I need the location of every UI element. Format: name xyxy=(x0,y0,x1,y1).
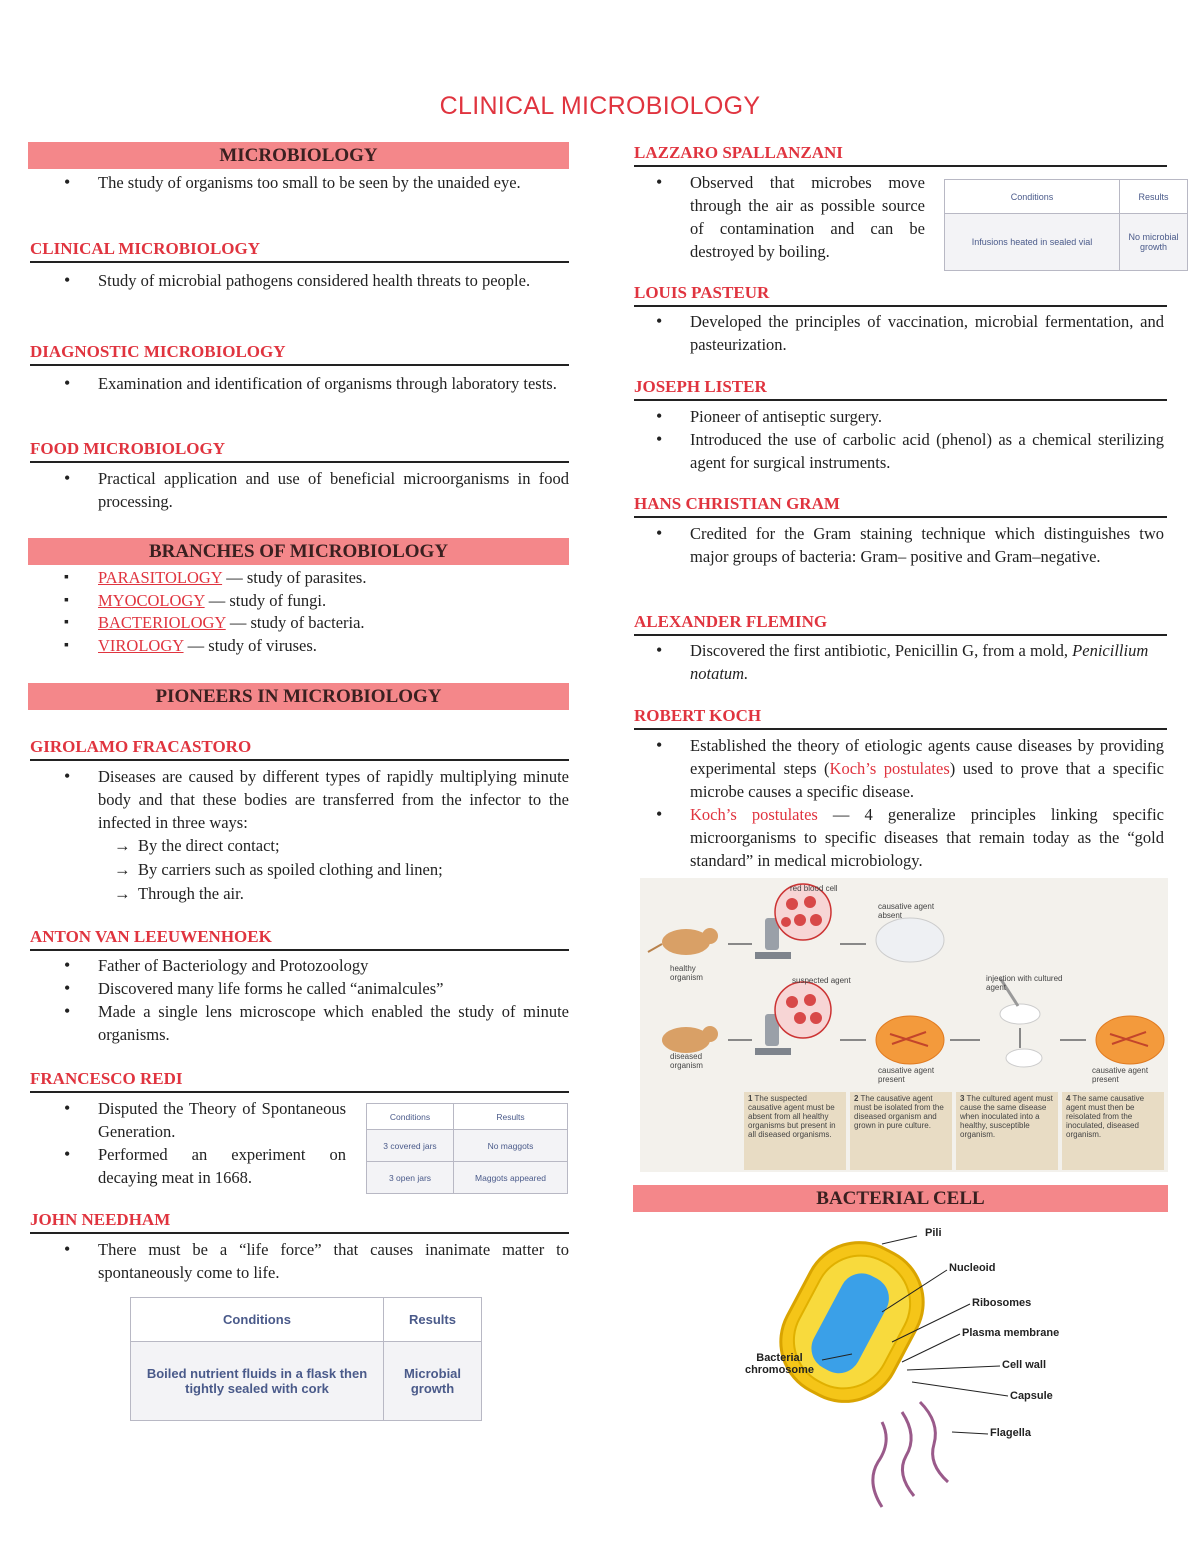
branch-desc: — study of bacteria. xyxy=(225,613,365,632)
step-number: 1 xyxy=(748,1094,753,1103)
list-item: • Diseases are caused by different types of rapidly multiplying minute body and that these bodies are transferred from the infector to the infected in three ways: xyxy=(28,765,569,834)
list-item: • Observed that microbes move through the air as possible source of contamination and can be destroyed by boiling. xyxy=(620,171,925,263)
branches-band: BRANCHES OF MICROBIOLOGY xyxy=(28,538,569,565)
step-text: The suspected causative agent must be absent from all healthy organisms but present in all diseased organisms. xyxy=(748,1094,836,1139)
arrow-item: → By the direct contact; xyxy=(28,834,569,858)
table-header: Results xyxy=(1120,180,1188,214)
table-cell: Boiled nutrient fluids in a flask then tightly sealed with cork xyxy=(131,1342,384,1421)
branch-term: VIROLOGY xyxy=(98,635,184,655)
section-heading-diagnostic: DIAGNOSTIC MICROBIOLOGY xyxy=(30,342,569,366)
leeuwenhoek-list xyxy=(28,954,569,1046)
branch-desc: — study of viruses. xyxy=(183,635,317,655)
branch-term: PARASITOLOGY xyxy=(98,568,223,587)
table-cell: 3 open jars xyxy=(367,1162,454,1194)
list-item: • Disputed the Theory of Spontaneous Generation. xyxy=(28,1097,346,1143)
postulate-step xyxy=(850,1092,952,1170)
flagellum-shape xyxy=(873,1422,886,1507)
redi-list xyxy=(28,1097,346,1189)
lister-list xyxy=(620,405,1164,474)
label-suspected: suspected agent xyxy=(792,976,851,985)
step-number: 4 xyxy=(1066,1094,1071,1103)
label-plasma-membrane: Plasma membrane xyxy=(962,1327,1060,1339)
section-heading-fracastoro: GIROLAMO FRACASTORO xyxy=(30,737,569,761)
koch-postulates-figure xyxy=(640,878,1168,1172)
label-diseased: diseased organism xyxy=(670,1052,703,1070)
koch-text: Established the theory of etiologic agents cause diseases by providing experimental steps ( xyxy=(690,736,1164,778)
label-present-1: causative agent present xyxy=(878,1066,935,1084)
table-cell: Microbial growth xyxy=(384,1342,482,1421)
branches-list xyxy=(28,567,569,657)
list-item: • The study of organisms too small to be seen by the unaided eye. xyxy=(28,171,569,194)
needham-table xyxy=(130,1297,482,1421)
fleming-list xyxy=(620,639,1164,685)
koch-term: Koch’s postulates xyxy=(690,805,818,824)
list-item: • Examination and identification of organisms through laboratory tests. xyxy=(28,372,569,395)
table-header: Results xyxy=(384,1298,482,1342)
list-item xyxy=(28,590,569,613)
label-rbc: red blood cell xyxy=(790,884,838,893)
section-heading-gram: HANS CHRISTIAN GRAM xyxy=(634,494,1167,518)
koch-text: — 4 generalize principles linking specific microorganisms to specific diseases that remain today as the “gold standard” in medical microbiology. xyxy=(690,805,1164,870)
section-heading-needham: JOHN NEEDHAM xyxy=(30,1210,569,1234)
white-mouse-icon xyxy=(1000,1004,1040,1024)
branch-term: MYOCOLOGY xyxy=(98,590,205,610)
clinical-list xyxy=(28,269,569,292)
list-item xyxy=(28,612,569,635)
section-heading-koch: ROBERT KOCH xyxy=(634,706,1167,730)
table-header: Conditions xyxy=(367,1104,454,1130)
fleming-text: Discovered the first antibiotic, Penicillin G, from a mold, xyxy=(690,641,1073,660)
list-item: • Study of microbial pathogens considered health threats to people. xyxy=(28,269,569,292)
section-heading-clinical: CLINICAL MICROBIOLOGY xyxy=(30,239,569,263)
label-pili: Pili xyxy=(925,1227,942,1239)
label-present-2: causative agent present xyxy=(1092,1066,1149,1084)
list-item: • Discovered many life forms he called “animalcules” xyxy=(28,977,569,1000)
list-item: • Made a single lens microscope which enabled the study of minute organisms. xyxy=(28,1000,569,1046)
table-cell: Maggots appeared xyxy=(454,1162,568,1194)
fracastoro-list xyxy=(28,765,569,834)
label-capsule: Capsule xyxy=(1010,1390,1053,1402)
pasteur-list xyxy=(620,310,1164,356)
postulate-step xyxy=(744,1092,846,1170)
label-absent: causative agent absent xyxy=(878,902,935,920)
step-text: The causative agent must be isolated from the diseased organism and grown in pure culture. xyxy=(854,1094,944,1130)
list-item xyxy=(28,635,569,658)
arrow-item: → By carriers such as spoiled clothing and linen; xyxy=(28,858,569,882)
label-chromosome: Bacterial chromosome xyxy=(744,1352,815,1376)
label-cell-wall: Cell wall xyxy=(1002,1359,1047,1371)
step-number: 2 xyxy=(854,1094,859,1103)
list-item: • Performed an experiment on decaying meat in 1668. xyxy=(28,1143,346,1189)
list-item xyxy=(28,567,569,590)
list-item: • Father of Bacteriology and Protozoology xyxy=(28,954,569,977)
section-heading-food: FOOD MICROBIOLOGY xyxy=(30,439,569,463)
food-list xyxy=(28,467,569,513)
section-heading-spallanzani: LAZZARO SPALLANZANI xyxy=(634,143,1167,167)
bacterial-cell-band: BACTERIAL CELL xyxy=(633,1185,1168,1212)
list-item: • There must be a “life force” that causes inanimate matter to spontaneously come to life. xyxy=(28,1238,569,1284)
fracastoro-ways xyxy=(28,834,569,906)
table-cell: Infusions heated in sealed vial xyxy=(945,214,1120,271)
flagellum-shape xyxy=(920,1402,948,1482)
list-item: • Pioneer of antiseptic surgery. xyxy=(620,405,1164,428)
list-item: • Introduced the use of carbolic acid (phenol) as a chemical sterilizing agent for surgical instruments. xyxy=(620,428,1164,474)
step-text: The cultured agent must cause the same disease when inoculated into a healthy, susceptible organism. xyxy=(960,1094,1053,1139)
label-ribosomes: Ribosomes xyxy=(972,1297,1032,1309)
petri-dish-icon xyxy=(876,918,944,962)
spallanzani-table xyxy=(944,179,1188,271)
microbiology-band: MICROBIOLOGY xyxy=(28,142,569,169)
section-heading-leeuwenhoek: ANTON VAN LEEUWENHOEK xyxy=(30,927,569,951)
needham-list xyxy=(28,1238,569,1284)
table-header: Results xyxy=(454,1104,568,1130)
section-heading-lister: JOSEPH LISTER xyxy=(634,377,1167,401)
branch-term: BACTERIOLOGY xyxy=(98,613,226,632)
microbiology-list xyxy=(28,171,569,194)
spallanzani-list xyxy=(620,171,925,263)
koch-text: ) used to prove that a specific microbe causes a specific disease. xyxy=(690,759,1165,801)
table-cell: 3 covered jars xyxy=(367,1130,454,1162)
table-cell: No maggots xyxy=(454,1130,568,1162)
label-nucleoid: Nucleoid xyxy=(949,1262,996,1274)
postulate-steps xyxy=(744,1092,1164,1170)
list-item: • Practical application and use of beneficial microorganisms in food processing. xyxy=(28,467,569,513)
list-item xyxy=(620,803,1164,872)
list-item: • Developed the principles of vaccination, microbial fermentation, and pasteurization. xyxy=(620,310,1164,356)
step-number: 3 xyxy=(960,1094,965,1103)
postulate-step xyxy=(1062,1092,1164,1170)
section-heading-pasteur: LOUIS PASTEUR xyxy=(634,283,1167,307)
branch-desc: — study of parasites. xyxy=(222,568,367,587)
step-text: The same causative agent must then be reisolated from the inoculated, diseased organism. xyxy=(1066,1094,1145,1139)
white-mouse-icon xyxy=(1006,1049,1042,1067)
postulate-step xyxy=(956,1092,1058,1170)
label-flagella: Flagella xyxy=(990,1427,1031,1439)
arrow-item: → Through the air. xyxy=(28,882,569,906)
label-injection: injection with cultured agent xyxy=(986,974,1063,992)
page-title: CLINICAL MICROBIOLOGY xyxy=(439,92,761,120)
gram-list xyxy=(620,522,1164,568)
koch-list xyxy=(620,734,1164,872)
table-cell: No microbial growth xyxy=(1120,214,1188,271)
flagellum-shape xyxy=(902,1412,914,1496)
koch-term: Koch’s postulates xyxy=(829,759,950,778)
list-item xyxy=(620,734,1164,803)
pioneers-band: PIONEERS IN MICROBIOLOGY xyxy=(28,683,569,710)
section-heading-fleming: ALEXANDER FLEMING xyxy=(634,612,1167,636)
branch-desc: — study of fungi. xyxy=(204,590,327,610)
label-healthy: healthy organism xyxy=(670,964,703,982)
diagnostic-list xyxy=(28,372,569,395)
redi-table xyxy=(366,1103,568,1194)
bacterial-cell-figure xyxy=(732,1222,1082,1512)
table-header: Conditions xyxy=(945,180,1120,214)
species-name: Penicillium notatum. xyxy=(690,641,1149,683)
table-header: Conditions xyxy=(131,1298,384,1342)
list-item: • Credited for the Gram staining technique which distinguishes two major groups of bacteria: Gram– positive and Gram–negative. xyxy=(620,522,1164,568)
blood-cells-icon xyxy=(775,982,831,1038)
section-heading-redi: FRANCESCO REDI xyxy=(30,1069,569,1093)
list-item xyxy=(620,639,1164,685)
